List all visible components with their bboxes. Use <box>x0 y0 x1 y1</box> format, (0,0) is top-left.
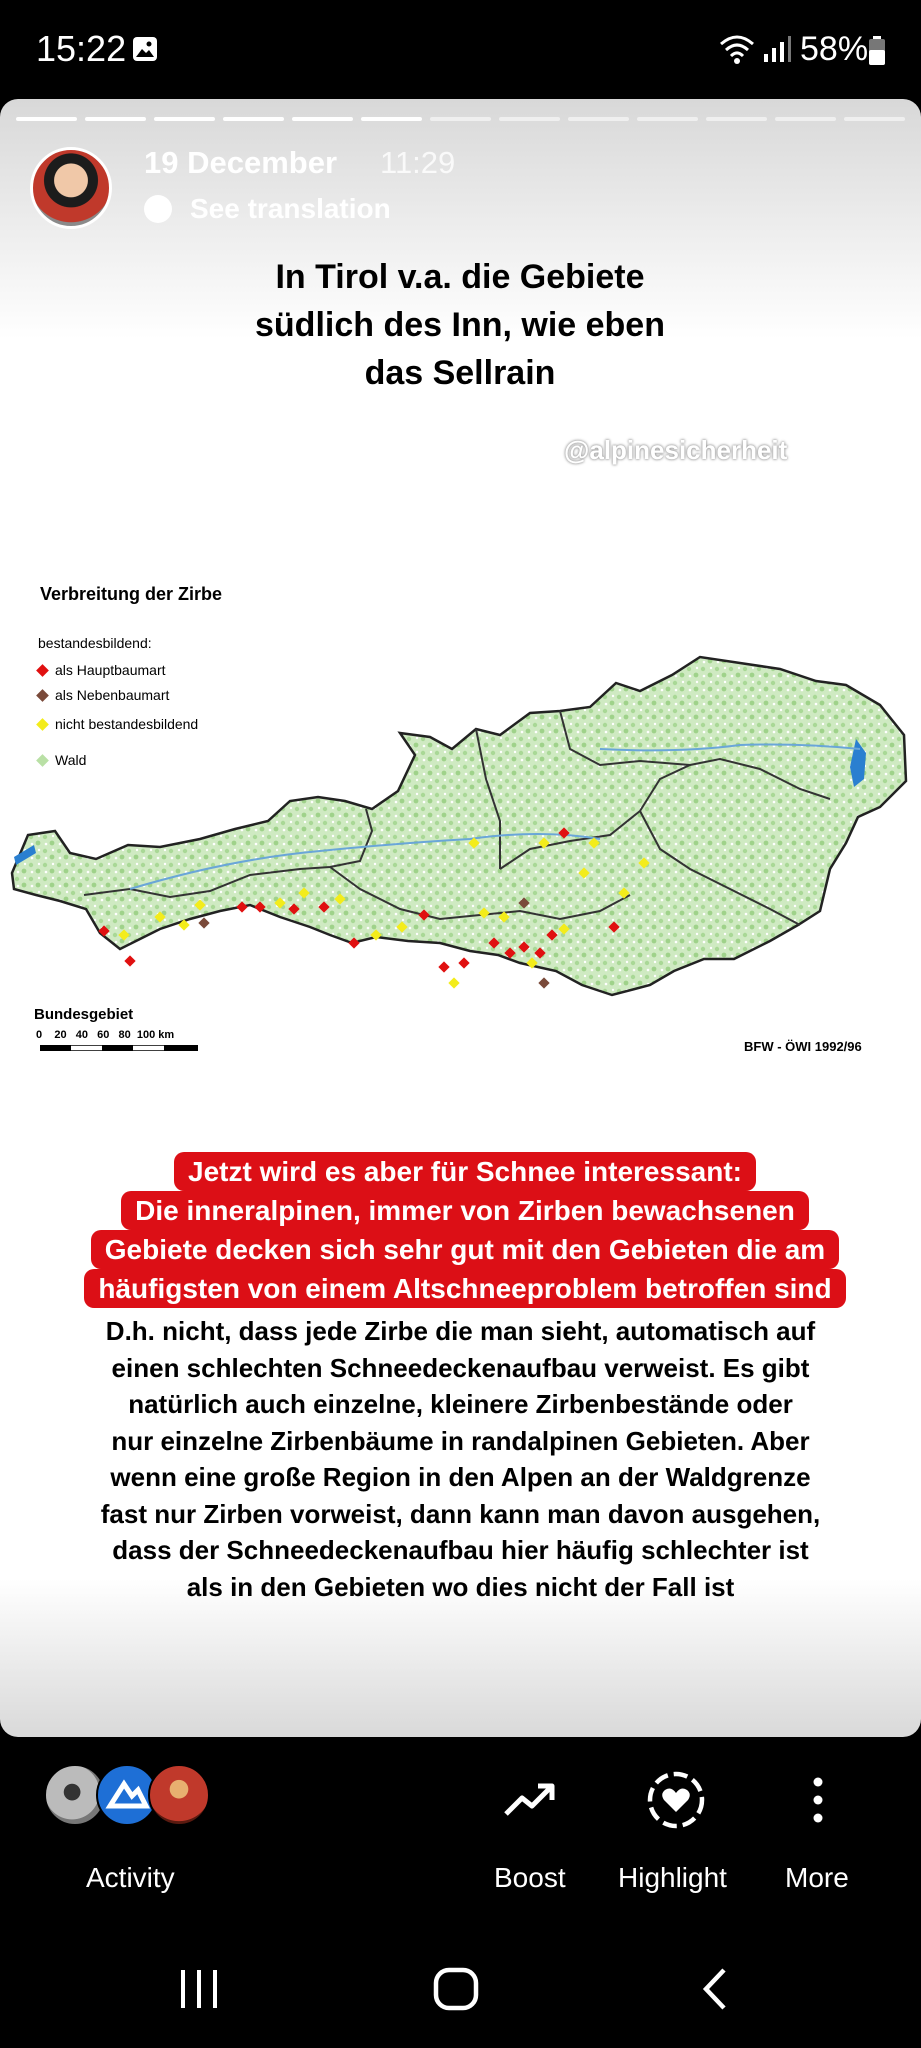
pine-occurrence-marker <box>448 977 459 988</box>
pine-occurrence-marker <box>458 957 469 968</box>
highlight-icon[interactable] <box>644 1768 708 1832</box>
legend-label: Wald <box>55 752 87 768</box>
map-title: Verbreitung der Zirbe <box>40 584 223 604</box>
story-headline: In Tirol v.a. die Gebiete südlich des Inn, wie eben das Sellrain <box>255 258 665 392</box>
austria-map <box>0 539 921 1059</box>
legend-label: als Nebenbaumart <box>55 687 170 703</box>
map-credit: BFW - ÖWI 1992/96 <box>744 1039 862 1054</box>
callout-line: Die inneralpinen, immer von Zirben bewachsenen <box>121 1191 809 1230</box>
progress-segment <box>85 117 146 121</box>
progress-segment <box>361 117 422 121</box>
boost-icon[interactable] <box>498 1768 562 1832</box>
progress-segment <box>775 117 836 121</box>
wifi-icon <box>718 32 756 66</box>
progress-segment <box>430 117 491 121</box>
activity-button[interactable]: Activity <box>86 1862 175 1893</box>
pine-occurrence-marker <box>538 977 549 988</box>
recent-apps-icon[interactable] <box>176 1966 222 2012</box>
legend-marker <box>36 718 49 731</box>
story-time: 11:29 <box>380 145 456 180</box>
progress-segment <box>637 117 698 121</box>
story-body-text: D.h. nicht, dass jede Zirbe die man sieht, automatisch auf einen schlechten Schneedeckenaufbau verweist. Es gibt natürlich auch einzelne, kleinere Zirbenbestände oder nur einzelne Zirbenbäume in randalpinen Gebieten. Aber wenn eine große Region in den Alpen an der Waldgrenze fast nur Zirben vorweist, dann kann man davon ausgehen, dass der Schneedeckenaufbau hier häufig schlechter ist als in den Gebieten wo dies nicht der Fall ist <box>100 1316 821 1602</box>
gallery-icon <box>132 36 158 62</box>
progress-segment <box>223 117 284 121</box>
callout-line: häufigsten von einem Altschneeproblem betroffen sind <box>84 1269 845 1308</box>
signal-icon <box>762 36 792 64</box>
home-icon[interactable] <box>432 1966 480 2012</box>
avatar[interactable] <box>30 147 112 229</box>
progress-segment <box>568 117 629 121</box>
progress-segment <box>292 117 353 121</box>
highlight-callout <box>52 1152 878 1308</box>
legend-label: nicht bestandesbildend <box>55 716 199 732</box>
status-time: 15:22 <box>36 28 127 69</box>
legend-item <box>38 662 166 678</box>
scale-ticks: 0 20 40 60 80 100 km <box>36 1029 175 1041</box>
progress-segment <box>16 117 77 121</box>
pine-occurrence-marker <box>124 955 135 966</box>
viewer-avatar[interactable] <box>148 1764 210 1826</box>
legend-item <box>38 687 169 703</box>
scale-bar <box>40 1045 198 1051</box>
pine-occurrence-marker <box>198 917 209 928</box>
battery-icon <box>868 36 886 66</box>
boost-button[interactable]: Boost <box>494 1862 566 1893</box>
translate-icon[interactable] <box>144 195 172 223</box>
map-legend-subtitle: bestandesbildend: <box>38 635 152 651</box>
legend-item <box>38 752 86 768</box>
pine-occurrence-marker <box>438 961 449 972</box>
story-progress-bar <box>16 117 905 121</box>
story-date: 19 December <box>144 145 338 180</box>
progress-segment <box>499 117 560 121</box>
progress-segment <box>844 117 905 121</box>
legend-marker <box>36 664 49 677</box>
callout-line: Jetzt wird es aber für Schnee interessant: <box>174 1152 756 1191</box>
scale-title: Bundesgebiet <box>34 1006 134 1023</box>
legend-marker <box>36 689 49 702</box>
battery-percentage: 58% <box>800 30 869 68</box>
more-icon[interactable] <box>796 1768 840 1832</box>
back-icon[interactable] <box>696 1966 736 2012</box>
callout-line: Gebiete decken sich sehr gut mit den Gebieten die am <box>91 1230 839 1269</box>
more-button[interactable]: More <box>785 1862 849 1893</box>
watermark-handle: @alpinesicherheit <box>564 435 788 465</box>
story-card[interactable] <box>0 99 921 1737</box>
legend-item <box>38 716 198 732</box>
see-translation-link[interactable]: See translation <box>190 193 391 224</box>
legend-label: als Hauptbaumart <box>55 662 166 678</box>
progress-segment <box>706 117 767 121</box>
highlight-button[interactable]: Highlight <box>618 1862 727 1893</box>
legend-marker <box>36 754 49 767</box>
progress-segment <box>154 117 215 121</box>
